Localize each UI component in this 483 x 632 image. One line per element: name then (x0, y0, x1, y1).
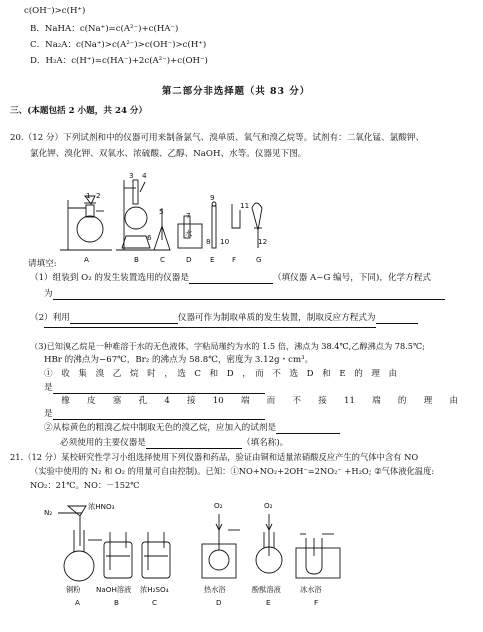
q21-letter-c: C (152, 598, 158, 607)
q20-fill-intro: 请填空: (28, 259, 57, 269)
option-d: D．H₂A：c(H⁺)=c(HA⁻)+2c(A²⁻)+c(OH⁻) (30, 56, 208, 66)
q20-p3-text-8: 必须使用的主要仪器是 (60, 438, 146, 448)
part2-title: 第二部分非选择题（共 83 分） (162, 86, 311, 97)
fig-num-9: 9 (210, 193, 215, 202)
q20-p3-text-4: 是 (44, 383, 53, 393)
option-a-tail: c(OH⁻)>c(H⁺) (24, 6, 86, 16)
fig-letter-e: E (210, 255, 215, 264)
fig-water-label: 水 (185, 229, 193, 238)
fig-letter-a: A (84, 255, 89, 264)
fig-num-1: 1 (86, 191, 91, 200)
fig-letter-f: F (232, 255, 237, 264)
q20-stem-line1: 20.（12 分）下列试剂和中的仪器可用来制备氯气、溴单质、氧气和溴乙烷等。试剂有：二氧化锰、氯酸钾、 (10, 133, 425, 143)
q20-p1-text-a: （1）组装到 O₂ 的发生装置选用的仪器是 (30, 273, 189, 283)
q20-p3-text-8b: （填名称)。 (241, 438, 289, 448)
q20-p2-text-b: 仪器可作为制取单质的发生装置，制取反应方程式为 (177, 313, 376, 323)
fig-num-8: 8 (206, 237, 211, 246)
q20-p3-text-7: ②从棕黄色的粗溴乙烷中制取无色的溴乙烷，应加入的试剂是 (44, 423, 277, 433)
fig-num-5: 5 (159, 207, 164, 216)
fig-num-3: 3 (129, 171, 134, 180)
q20-p2-text-a: （2）利用 (30, 313, 70, 323)
q21-hno3-label: 浓HNO₃ (88, 502, 115, 511)
q21-o2-e-label: O₂ (264, 501, 273, 510)
fig-num-10: 10 (220, 237, 230, 246)
q21-h2so4-label: 浓H₂SO₄ (140, 585, 169, 594)
q21-o2-d-label: O₂ (214, 501, 223, 510)
q21-stem-line1: 21.（12 分）某校研究性学习小组选择使用下列仪器和药品，验证由铜和适量浓硝酸反应产生的气体中含有 NO (10, 452, 419, 462)
q20-p1-text-c: 为 (44, 289, 53, 299)
q21-letter-b: B (114, 598, 119, 607)
fig-num-11: 11 (240, 201, 250, 210)
fig-letter-b: B (134, 255, 139, 264)
q21-letter-e: E (266, 598, 271, 607)
fig-num-2: 2 (96, 191, 101, 200)
fig-letter-c: C (160, 255, 166, 264)
fig-num-6: 6 (147, 233, 152, 242)
fig-num-12: 12 (258, 237, 268, 246)
section3-title: 三、(本题包括 2 小题，共 24 分） (10, 106, 148, 116)
q21-ice-label: 冰水浴 (300, 585, 322, 594)
q20-p3-line5: 橡 皮 塞 孔 4 接 10 端 而 不 接 11 端 的 理 由 (44, 396, 459, 406)
option-b: B．NaHA：c(Na⁺)=c(A²⁻)+c(HA⁻) (30, 24, 179, 34)
q20-p1-text-b: （填仪器 A~G 编号，下同)，化学方程式 (272, 273, 431, 283)
q21-stem-line3: NO₂：21℃。NO：－152℃ (30, 480, 140, 490)
q20-p3-line3: ① 收 集 溴 乙 烷 时 ， 选 C 和 D ， 而 不 选 D 和 E 的 理 由 (44, 369, 398, 379)
fig-num-4: 4 (142, 171, 147, 180)
q21-phenol-label: 酚酞溶液 (252, 585, 281, 594)
q20-p3-line1: （3)已知溴乙烷是一种难溶于水的无色液体，字粘局瑾约为水的 1.5 倍，沸点为 38.4℃,乙醇沸点为 78.5℃; (30, 341, 425, 351)
q20-stem-line2: 氯化钾、溴化钾、双氧水、浓硫酸、乙醇、NaOH、水等。仪器见下图。 (30, 149, 307, 159)
fig-letter-d: D (186, 255, 192, 264)
q20-p3-line2: HBr 的沸点为−67℃，Br₂ 的沸点为 58.8℃，密度为 3.12g・cm³。 (44, 355, 314, 365)
fig-num-7: 7 (186, 211, 191, 220)
q21-stem-line2: （实验中使用的 N₂ 和 O₂ 的用量可自由控制)。已知：①NO+NO₂+2OH⁻=2NO₂⁻ +H₂O; ②气体液化温度: (30, 466, 435, 476)
q20-p3-text-6: 是 (44, 409, 53, 419)
option-c: C．Na₂A：c(Na⁺)>c(A²⁻)>c(OH⁻)>c(H⁺) (30, 40, 207, 50)
q21-hot-label: 热水浴 (204, 585, 226, 594)
q21-cu-label: 铜粉 (66, 585, 81, 594)
q21-letter-f: F (314, 598, 319, 607)
q21-letter-a: A (75, 598, 80, 607)
q21-naoh-label: NaOH溶液 (96, 585, 132, 594)
q21-n2-label: N₂ (44, 508, 53, 517)
fig-letter-g: G (256, 255, 262, 264)
q21-letter-d: D (216, 598, 222, 607)
